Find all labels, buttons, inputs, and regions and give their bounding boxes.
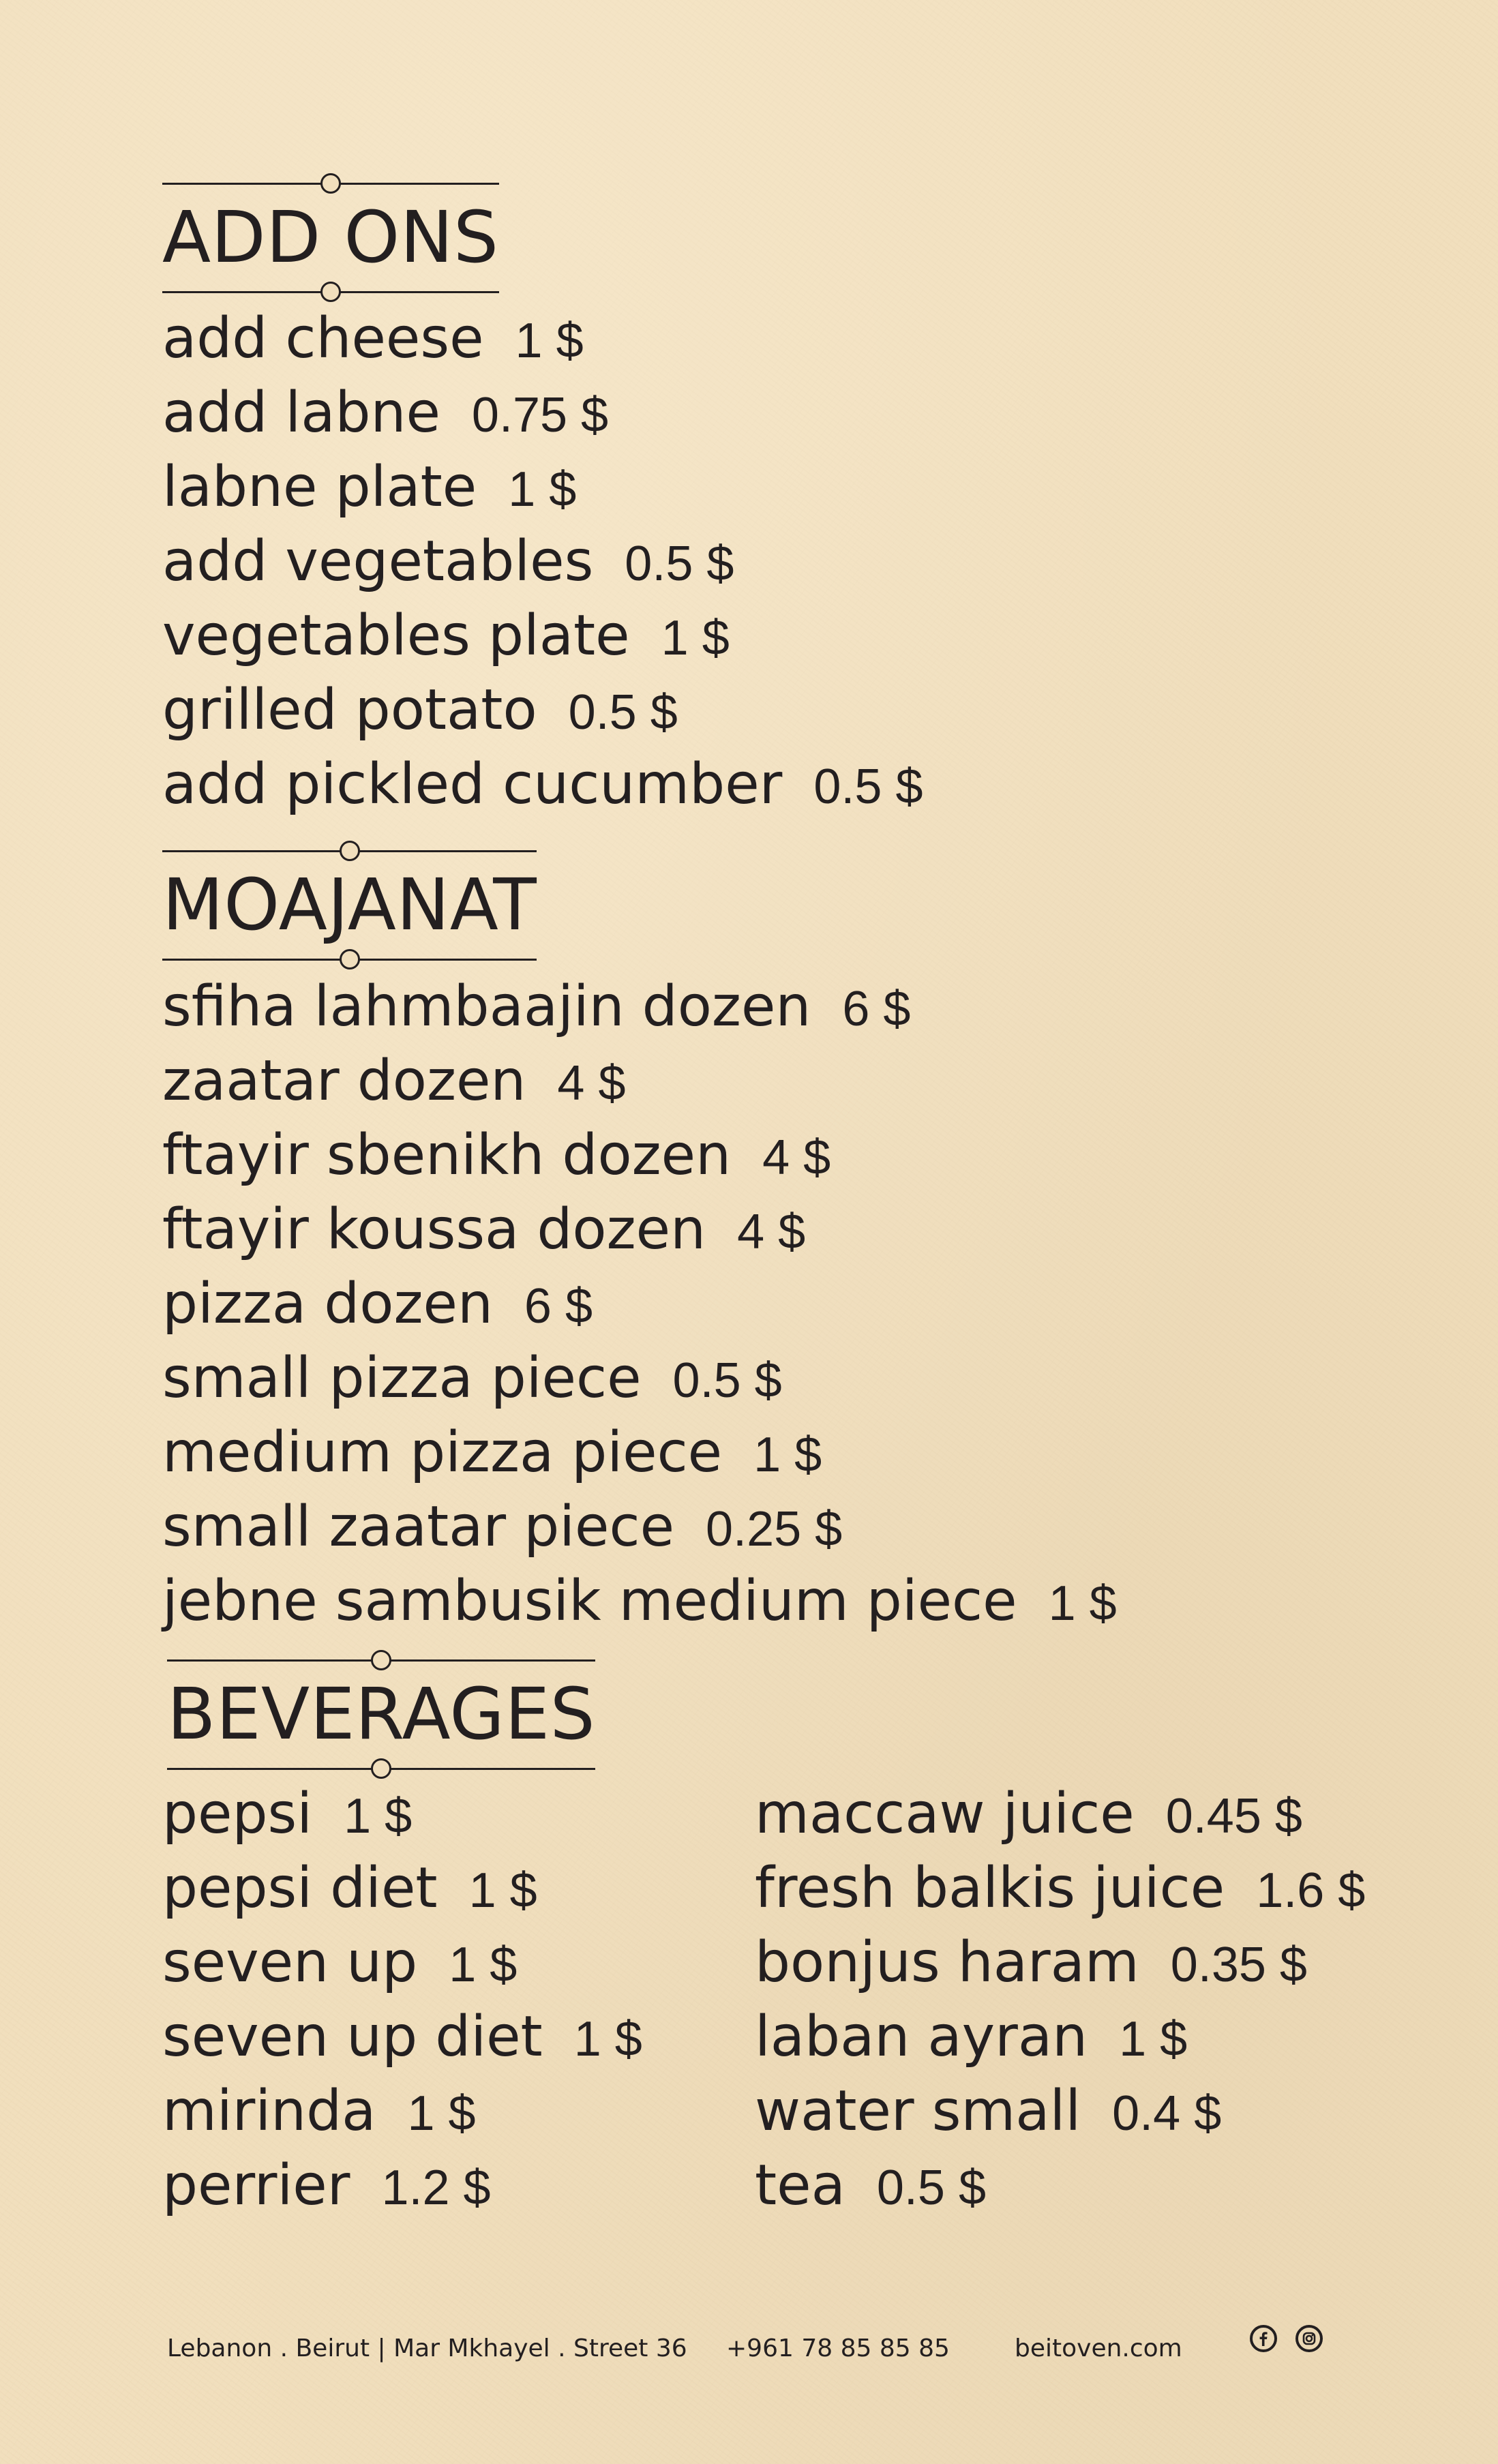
facebook-icon[interactable]	[1250, 2325, 1277, 2352]
section-title: MOAJANAT	[162, 863, 537, 946]
item-price: 0.5 $	[813, 760, 923, 814]
item-name: add labne	[162, 380, 440, 445]
beverages-list-right	[755, 1777, 1365, 2223]
item-name: pepsi diet	[162, 1856, 438, 1921]
item-price: 1 $	[515, 314, 584, 368]
item-name: small zaatar piece	[162, 1494, 675, 1559]
menu-item	[162, 747, 923, 822]
item-name: medium pizza piece	[162, 1420, 723, 1485]
menu-item	[162, 599, 923, 673]
item-price: 0.5 $	[568, 685, 678, 740]
item-price: 0.25 $	[706, 1502, 843, 1557]
footer-address: Lebanon . Beirut | Mar Mkhayel . Street 36	[167, 2334, 687, 2362]
item-price: 1 $	[468, 1863, 537, 1918]
section-title: ADD ONS	[162, 196, 499, 279]
menu-item	[162, 1118, 1117, 1192]
item-price: 1 $	[449, 1938, 518, 1992]
menu-item	[162, 450, 923, 524]
menu-item	[162, 1415, 1117, 1490]
item-name: seven up	[162, 1930, 418, 1995]
menu-item	[162, 524, 923, 599]
menu-item	[162, 1267, 1117, 1341]
item-name: ftayir sbenikh dozen	[162, 1123, 732, 1188]
heading-bottom-rule	[162, 959, 537, 961]
item-name: seven up diet	[162, 2004, 543, 2069]
item-name: add vegetables	[162, 529, 594, 594]
item-name: jebne sambusik medium piece	[162, 1569, 1017, 1634]
menu-item	[162, 2000, 642, 2074]
item-name: laban ayran	[755, 2004, 1088, 2069]
menu-item	[162, 376, 923, 450]
item-price: 1 $	[508, 462, 577, 517]
item-name: maccaw juice	[755, 1782, 1135, 1846]
item-price: 1 $	[753, 1428, 822, 1482]
menu-item	[162, 1490, 1117, 1564]
menu-item	[162, 970, 1117, 1044]
item-name: tea	[755, 2153, 845, 2218]
item-price: 1 $	[1119, 2012, 1188, 2067]
item-name: ftayir koussa dozen	[162, 1197, 706, 1262]
menu-item	[162, 2074, 642, 2148]
menu-item	[755, 1851, 1365, 1925]
menu-item	[162, 1564, 1117, 1638]
item-name: perrier	[162, 2153, 350, 2218]
rule-ornament	[320, 282, 341, 302]
item-price: 1 $	[573, 2012, 642, 2067]
instagram-icon[interactable]	[1295, 2325, 1323, 2352]
menu-item	[755, 2148, 1365, 2223]
menu-item	[162, 1044, 1117, 1118]
item-name: add pickled cucumber	[162, 752, 783, 817]
item-price: 0.45 $	[1165, 1789, 1302, 1844]
item-name: sfiha lahmbaajin dozen	[162, 974, 811, 1039]
menu-item	[162, 673, 923, 747]
facebook-glyph	[1253, 2328, 1274, 2349]
menu-item	[162, 1341, 1117, 1415]
rule-ornament	[340, 841, 360, 861]
item-name: mirinda	[162, 2079, 376, 2144]
item-name: add cheese	[162, 306, 484, 371]
menu-item	[755, 2074, 1365, 2148]
rule-ornament	[340, 949, 360, 970]
menu-item	[162, 1925, 642, 2000]
item-name: grilled potato	[162, 678, 537, 742]
instagram-glyph	[1298, 2328, 1320, 2349]
heading-bottom-rule	[162, 291, 499, 293]
item-name: small pizza piece	[162, 1346, 642, 1411]
item-price: 0.35 $	[1170, 1938, 1307, 1992]
item-name: water small	[755, 2079, 1081, 2144]
item-price: 1 $	[407, 2086, 476, 2141]
menu-item	[755, 1925, 1365, 2000]
footer-phone: +961 78 85 85 85	[726, 2334, 950, 2362]
footer	[167, 2325, 1394, 2366]
item-price: 0.5 $	[625, 537, 734, 591]
item-price: 0.5 $	[672, 1353, 782, 1408]
heading-bottom-rule	[167, 1768, 595, 1770]
footer-website[interactable]: beitoven.com	[1015, 2334, 1182, 2362]
rule-ornament	[320, 173, 341, 194]
moajanat-heading	[162, 863, 537, 946]
heading-top-rule	[162, 183, 499, 185]
rule-ornament	[371, 1758, 391, 1779]
item-price: 1 $	[1048, 1576, 1117, 1631]
item-price: 0.75 $	[471, 388, 609, 442]
item-name: labne plate	[162, 455, 477, 520]
item-price: 1.6 $	[1256, 1863, 1366, 1918]
menu-item	[755, 2000, 1365, 2074]
item-price: 0.5 $	[876, 2161, 986, 2215]
menu-item	[162, 301, 923, 376]
item-price: 4 $	[762, 1130, 831, 1185]
section-title: BEVERAGES	[167, 1672, 596, 1756]
item-price: 4 $	[557, 1056, 626, 1111]
item-name: vegetables plate	[162, 603, 630, 668]
add-ons-heading	[162, 196, 499, 279]
rule-ornament	[371, 1650, 391, 1670]
item-price: 4 $	[737, 1205, 806, 1259]
add-ons-list	[162, 301, 923, 822]
beverages-heading	[167, 1672, 596, 1756]
item-price: 1.2 $	[381, 2161, 491, 2215]
menu-item	[755, 1777, 1365, 1851]
item-name: bonjus haram	[755, 1930, 1139, 1995]
item-name: pepsi	[162, 1782, 313, 1846]
item-name: fresh balkis juice	[755, 1856, 1225, 1921]
item-name: zaatar dozen	[162, 1049, 526, 1113]
menu-item	[162, 1777, 642, 1851]
item-name: pizza dozen	[162, 1272, 493, 1336]
heading-top-rule	[167, 1659, 595, 1662]
item-price: 6 $	[842, 982, 911, 1036]
menu-item	[162, 1192, 1117, 1267]
item-price: 1 $	[344, 1789, 413, 1844]
item-price: 1 $	[661, 611, 730, 665]
item-price: 6 $	[524, 1279, 593, 1334]
menu-item	[162, 2148, 642, 2223]
moajanat-list	[162, 970, 1117, 1638]
heading-top-rule	[162, 850, 537, 852]
menu-item	[162, 1851, 642, 1925]
beverages-list-left	[162, 1777, 642, 2223]
item-price: 0.4 $	[1112, 2086, 1222, 2141]
